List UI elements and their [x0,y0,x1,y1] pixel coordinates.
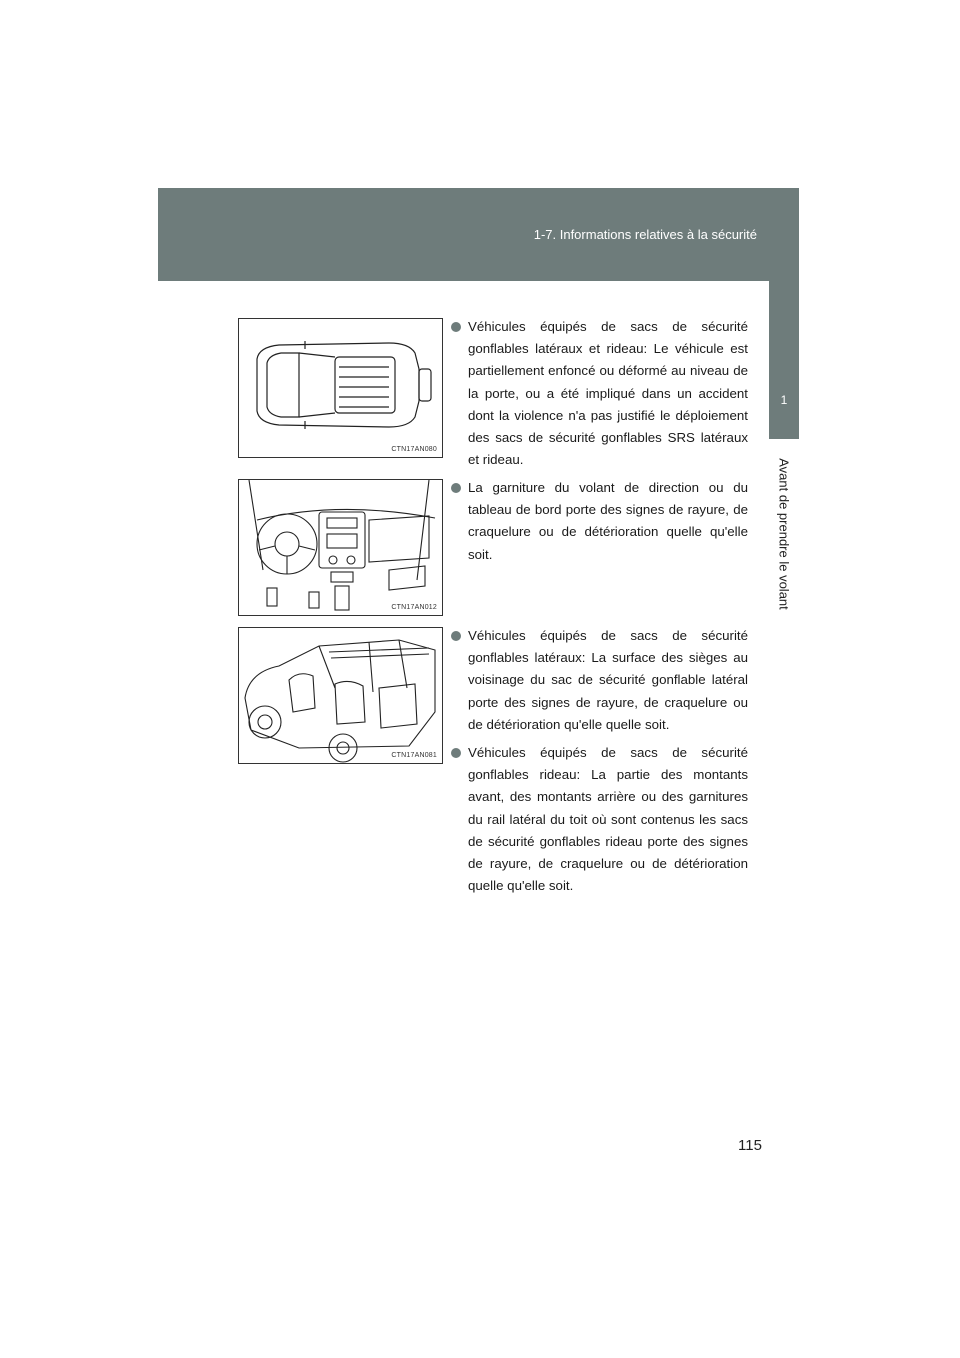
page-number: 115 [738,1137,762,1154]
section-title: 1-7. Informations relatives à la sécurité [533,227,757,242]
figure-dashboard [238,479,443,616]
list-item [446,742,748,897]
bullet-icon [451,483,461,493]
top-view-vehicle-icon [239,319,442,457]
bullet-icon [451,631,461,641]
section-header [158,188,799,281]
list-item [446,477,748,566]
figure-code: CTN17AN081 [391,752,437,759]
list-item-text: Véhicules équipés de sacs de sécurité gonflables latéraux et rideau: Le véhicule est partiellement enfoncé ou déformé au niveau de la porte, ou a été impliqué dans un accident dont la violence n'a pas justifié le déploiement des sacs de sécurité gonflables SRS latéraux et rideau. [468,319,748,468]
list-item [446,625,748,736]
dashboard-steering-icon [239,480,442,615]
list-item-text: Véhicules équipés de sacs de sécurité gonflables latéraux: La surface des sièges au voisinage du sac de sécurité gonflable latéral porte des signes de rayure, de craquelure ou de détérioration qu'elle quelle soit. [468,628,748,732]
bullet-icon [451,748,461,758]
figure-interior-cutaway [238,627,443,764]
list-item-text: La garniture du volant de direction ou du tableau de bord porte des signes de rayure, de craquelure ou de détérioration quelle qu'elle soit. [468,480,748,562]
chapter-number: 1 [780,393,788,407]
chapter-tab [769,281,799,439]
figure-code: CTN17AN012 [391,604,437,611]
figure-code: CTN17AN080 [391,446,437,453]
bullet-icon [451,322,461,332]
vehicle-interior-cutaway-icon [239,628,442,763]
list-item [446,316,748,471]
figure-top-view [238,318,443,458]
list-item-text: Véhicules équipés de sacs de sécurité gonflables rideau: La partie des montants avant, des montants arrière ou des garnitures du rail latéral du toit où sont contenus les sacs de sécurité gonflables rideau porte des signes de rayure, de craquelure ou de détérioration quelle qu'elle soit. [468,745,748,894]
chapter-title: Avant de prendre le volant [776,458,792,610]
